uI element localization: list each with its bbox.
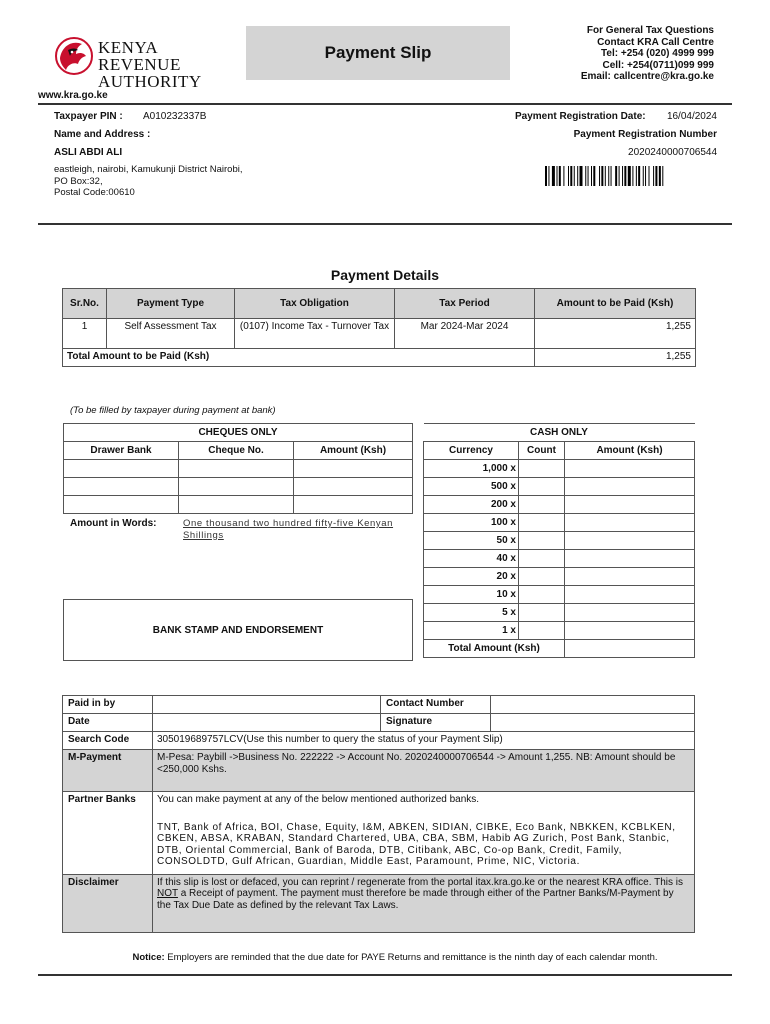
paid-in-by-field[interactable] xyxy=(153,696,381,714)
barcode-bar xyxy=(552,166,555,186)
reg-date-label: Payment Registration Date: xyxy=(515,111,646,122)
cash-amount-field[interactable] xyxy=(565,568,695,586)
barcode-bar xyxy=(591,166,592,186)
col-header: Sr.No. xyxy=(63,289,107,319)
denomination: 100 x xyxy=(424,514,519,532)
name-address-label: Name and Address : xyxy=(54,129,151,140)
drawer-bank-field[interactable] xyxy=(64,496,179,514)
denomination: 20 x xyxy=(424,568,519,586)
col-header: Drawer Bank xyxy=(64,442,179,460)
payment-slip-title: Payment Slip xyxy=(246,26,510,80)
cash-row xyxy=(424,622,695,640)
barcode-bar xyxy=(653,166,654,186)
barcode-bar xyxy=(638,166,640,186)
barcode-bar xyxy=(632,166,633,186)
barcode-bar xyxy=(545,166,547,186)
barcode-bar xyxy=(655,166,657,186)
barcode-bar xyxy=(643,166,644,186)
cash-row xyxy=(424,496,695,514)
cell: Mar 2024-Mar 2024 xyxy=(395,319,535,349)
table-row xyxy=(63,714,695,732)
payer-table xyxy=(62,695,695,933)
address-line: PO Box:32, xyxy=(54,175,103,187)
barcode-bar xyxy=(628,166,631,186)
table-header-row xyxy=(63,289,696,319)
count-field[interactable] xyxy=(519,460,565,478)
pin-value: A010232337B xyxy=(143,111,207,122)
date-field[interactable] xyxy=(153,714,381,732)
disclaimer-label: Disclaimer xyxy=(63,874,153,932)
search-code-value: 305019689757LCV(Use this number to query the status of your Payment Slip) xyxy=(153,732,695,750)
bank-stamp-label: BANK STAMP AND ENDORSEMENT xyxy=(152,624,324,636)
table-row xyxy=(63,874,695,932)
barcode-bar xyxy=(649,166,650,186)
divider xyxy=(38,103,732,105)
barcode-bar xyxy=(601,166,603,186)
cheques-header-row xyxy=(64,442,413,460)
barcode-icon xyxy=(545,166,705,186)
count-field[interactable] xyxy=(519,622,565,640)
cheque-amount-field[interactable] xyxy=(294,496,413,514)
bank-stamp-box xyxy=(63,599,413,661)
count-field[interactable] xyxy=(519,496,565,514)
denomination: 200 x xyxy=(424,496,519,514)
cash-amount-field[interactable] xyxy=(565,550,695,568)
count-field[interactable] xyxy=(519,514,565,532)
table-row xyxy=(63,750,695,792)
col-header: Amount (Ksh) xyxy=(294,442,413,460)
col-header: Count xyxy=(519,442,565,460)
denomination: 40 x xyxy=(424,550,519,568)
cash-total-row xyxy=(424,640,695,658)
cash-title-row xyxy=(424,424,695,442)
contact-number-field[interactable] xyxy=(491,696,695,714)
cheque-row xyxy=(64,460,413,478)
cell: Self Assessment Tax xyxy=(107,319,235,349)
cheque-amount-field[interactable] xyxy=(294,478,413,496)
cash-row xyxy=(424,550,695,568)
org-name-line2: AUTHORITY xyxy=(98,72,202,91)
reg-date-value: 16/04/2024 xyxy=(666,111,717,122)
kra-logo xyxy=(54,36,234,91)
taxpayer-address xyxy=(54,164,243,199)
cash-amount-field[interactable] xyxy=(565,478,695,496)
cash-total-field[interactable] xyxy=(565,640,695,658)
disclaimer-not: NOT xyxy=(157,888,178,899)
denomination: 500 x xyxy=(424,478,519,496)
contact-line: For General Tax Questions xyxy=(586,25,714,36)
reg-number-label: Payment Registration Number xyxy=(573,129,717,140)
denomination: 50 x xyxy=(424,532,519,550)
count-field[interactable] xyxy=(519,532,565,550)
notice-label: Notice: xyxy=(132,952,165,963)
cash-row xyxy=(424,514,695,532)
taxpayer-name: ASLI ABDI ALI xyxy=(54,147,123,158)
signature-field[interactable] xyxy=(491,714,695,732)
denomination: 1 x xyxy=(424,622,519,640)
divider xyxy=(38,223,732,225)
cash-row xyxy=(424,604,695,622)
date-label: Date xyxy=(63,714,153,732)
paid-in-by-label: Paid in by xyxy=(63,696,153,714)
org-name-line1: KENYA REVENUE xyxy=(98,38,181,74)
total-row xyxy=(63,349,696,367)
cheques-title: CHEQUES ONLY xyxy=(64,424,413,442)
cheque-row xyxy=(64,478,413,496)
barcode-bar xyxy=(599,166,600,186)
amount-words-value: One thousand two hundred fifty-five Kenyan Shillings xyxy=(183,518,394,541)
barcode-bar xyxy=(619,166,620,186)
cheque-no-field[interactable] xyxy=(179,478,294,496)
table-row xyxy=(63,732,695,750)
barcode-bar xyxy=(636,166,637,186)
col-header: Tax Period xyxy=(395,289,535,319)
partner-banks-label: Partner Banks xyxy=(63,792,153,875)
cash-amount-field[interactable] xyxy=(565,622,695,640)
address-line: Postal Code:00610 xyxy=(54,187,135,198)
cheque-no-field[interactable] xyxy=(179,460,294,478)
denomination: 5 x xyxy=(424,604,519,622)
divider xyxy=(38,974,732,976)
total-amount-label: Total Amount (Ksh) xyxy=(424,640,565,658)
drawer-bank-field[interactable] xyxy=(64,478,179,496)
payment-details-table xyxy=(62,288,696,367)
col-header: Currency xyxy=(424,442,519,460)
signature-label: Signature xyxy=(381,714,491,732)
lion-logo-icon xyxy=(54,36,94,76)
barcode-bar xyxy=(611,166,612,186)
cell: (0107) Income Tax - Turnover Tax xyxy=(235,319,395,349)
count-field[interactable] xyxy=(519,478,565,496)
barcode-bar xyxy=(645,166,646,186)
barcode-bar xyxy=(577,166,578,186)
notice-text: Employers are reminded that the due date for PAYE Returns and remittance is the ninth day of each calendar month. xyxy=(167,952,658,963)
barcode-bar xyxy=(593,166,595,186)
barcode-bar xyxy=(548,166,549,186)
total-label: Total Amount to be Paid (Ksh) xyxy=(63,349,535,367)
table-row xyxy=(63,319,696,349)
cheques-table xyxy=(63,423,413,514)
contact-line: Email: callcentre@kra.go.ke xyxy=(580,71,714,82)
cash-row xyxy=(424,568,695,586)
partner-banks-cell xyxy=(153,792,695,875)
count-field[interactable] xyxy=(519,550,565,568)
cash-title: CASH ONLY xyxy=(424,424,695,442)
table-row xyxy=(63,696,695,714)
barcode-bar xyxy=(608,166,609,186)
payment-details-title: Payment Details xyxy=(330,267,440,283)
col-header: Amount (Ksh) xyxy=(565,442,695,460)
cash-amount-field[interactable] xyxy=(565,460,695,478)
cash-amount-field[interactable] xyxy=(565,496,695,514)
notice xyxy=(0,952,770,963)
barcode-bar xyxy=(580,166,583,186)
barcode-bar xyxy=(563,166,564,186)
contact-block xyxy=(581,25,714,83)
fill-note: (To be filled by taxpayer during payment at bank) xyxy=(70,405,276,416)
barcode-bar xyxy=(605,166,606,186)
cash-row xyxy=(424,586,695,604)
count-field[interactable] xyxy=(519,568,565,586)
col-header: Cheque No. xyxy=(179,442,294,460)
cheque-no-field[interactable] xyxy=(179,496,294,514)
barcode-bar xyxy=(615,166,617,186)
cheque-amount-field[interactable] xyxy=(294,460,413,478)
cash-amount-field[interactable] xyxy=(565,604,695,622)
barcode-bar xyxy=(662,166,663,186)
col-header: Payment Type xyxy=(107,289,235,319)
barcode-bar xyxy=(568,166,569,186)
barcode-bar xyxy=(588,166,589,186)
disclaimer-text xyxy=(153,874,695,932)
contact-number-label: Contact Number xyxy=(381,696,491,714)
pin-label: Taxpayer PIN : xyxy=(54,111,123,122)
col-header: Amount to be Paid (Ksh) xyxy=(535,289,696,319)
contact-line: Contact KRA Call Centre xyxy=(597,36,714,48)
barcode-bar xyxy=(624,166,626,186)
table-row xyxy=(63,792,695,875)
barcode-bar xyxy=(557,166,558,186)
contact-line: Cell: +254(0711)099 999 xyxy=(602,59,714,71)
mpayment-label: M-Payment xyxy=(63,750,153,792)
cell: 1 xyxy=(63,319,107,349)
barcode-bar xyxy=(622,166,623,186)
address-line: eastleigh, nairobi, Kamukunji District Nairobi, xyxy=(54,164,243,175)
cheque-row xyxy=(64,496,413,514)
search-code-label: Search Code xyxy=(63,732,153,750)
count-field[interactable] xyxy=(519,586,565,604)
count-field[interactable] xyxy=(519,604,565,622)
cash-row xyxy=(424,460,695,478)
cash-row xyxy=(424,532,695,550)
mpayment-value: M-Pesa: Paybill ->Business No. 222222 -> Account No. 2020240000706544 -> Amount 1,255. NB: Amount should be <250,000 Kshs. xyxy=(153,750,695,792)
cash-header-row xyxy=(424,442,695,460)
cash-amount-field[interactable] xyxy=(565,586,695,604)
website-link[interactable]: www.kra.go.ke xyxy=(38,90,108,101)
drawer-bank-field[interactable] xyxy=(64,460,179,478)
cash-row xyxy=(424,478,695,496)
partner-banks-list: TNT, Bank of Africa, BOI, Chase, Equity, I&M, ABKEN, SIDIAN, CIBKE, Eco Bank, NBKKEN, KCBLKEN, CBKEN, ABSA, KRABAN, Standard Chartered, UBA, CBA, SBM, Habib AG Zurich, Post Bank, Stanbic, DTB, Oriental Commercial, Bank of Baroda, DTB, Citibank, ABC, Co-op Bank, Credit, Family, CONSOLDTD, Gulf African, Guardian, Middle East, Paramount, Prime, NIC, Victoria. xyxy=(157,821,676,867)
cheques-title-row xyxy=(64,424,413,442)
cell: 1,255 xyxy=(535,319,696,349)
disclaimer-post: a Receipt of payment. The payment must therefore be made through either of the Partner Banks/M-Payment by the Tax Due Date as defined by the relevant Tax Laws. xyxy=(157,888,674,911)
reg-number-value: 2020240000706544 xyxy=(628,147,717,158)
cash-amount-field[interactable] xyxy=(565,514,695,532)
cash-amount-field[interactable] xyxy=(565,532,695,550)
disclaimer-pre: If this slip is lost or defaced, you can reprint / regenerate from the portal itax.kra.go.ke or the nearest KRA office. This is xyxy=(157,876,684,888)
barcode-bar xyxy=(585,166,586,186)
cash-table xyxy=(423,423,695,658)
amount-words-label: Amount in Words: xyxy=(70,518,157,529)
contact-line: Tel: +254 (020) 4999 999 xyxy=(601,48,714,59)
barcode-bar xyxy=(659,166,661,186)
denomination: 1,000 x xyxy=(424,460,519,478)
barcode-bar xyxy=(559,166,561,186)
barcode-bar xyxy=(574,166,575,186)
total-value: 1,255 xyxy=(535,349,696,367)
col-header: Tax Obligation xyxy=(235,289,395,319)
denomination: 10 x xyxy=(424,586,519,604)
barcode-bar xyxy=(570,166,572,186)
partner-intro: You can make payment at any of the below mentioned authorized banks. xyxy=(157,794,480,805)
